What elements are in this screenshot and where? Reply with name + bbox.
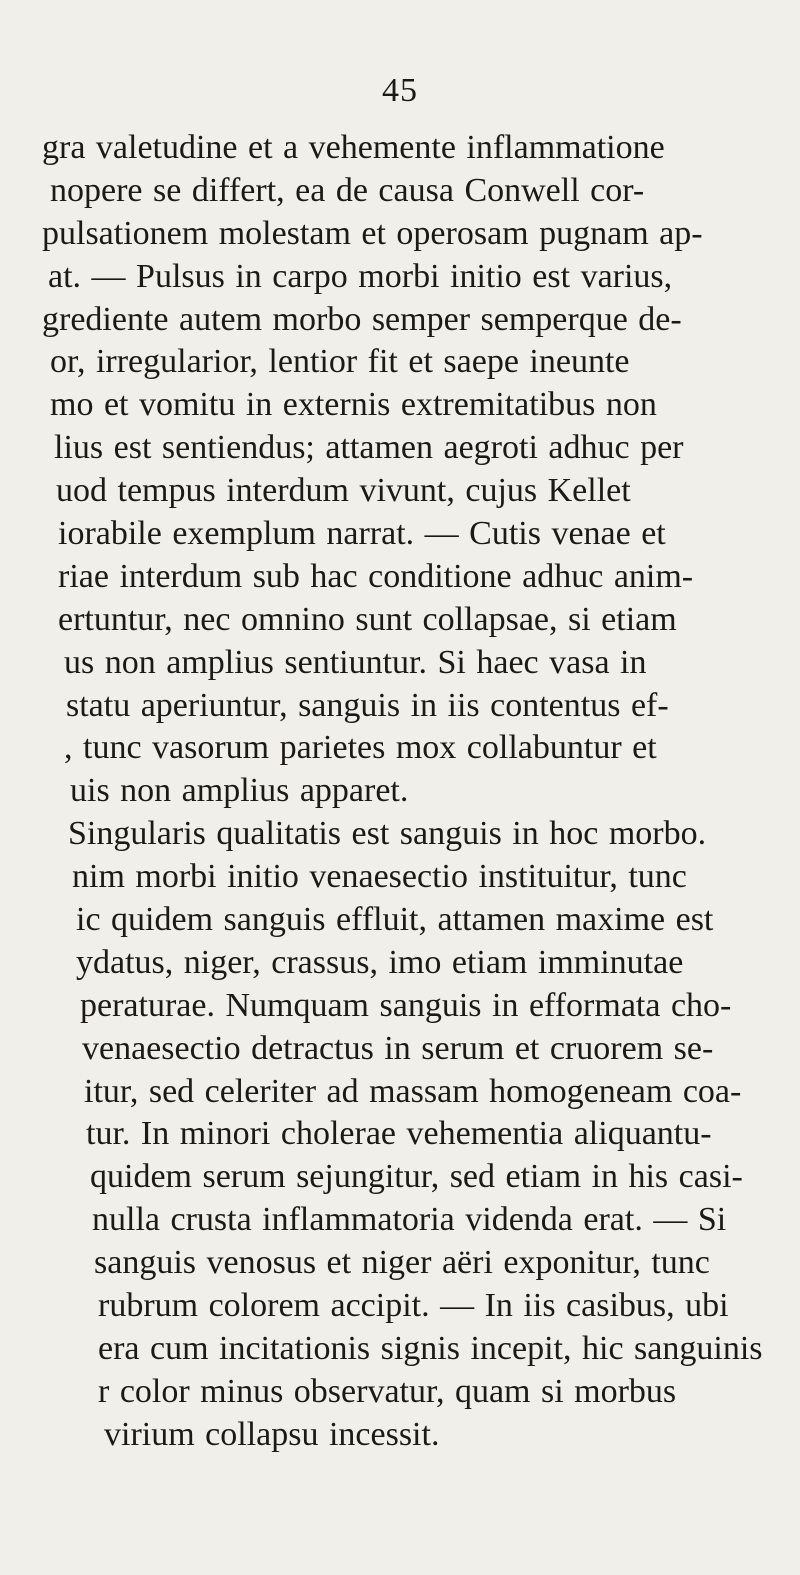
text-line: riae interdum sub hac conditione adhuc anim- [58, 557, 694, 595]
text-line: nim morbi initio venaesectio instituitur, tunc [72, 858, 687, 896]
text-line: gra valetudine et a vehemente inflammatione [42, 129, 665, 166]
text-line: virium collapsu incessit. [104, 1415, 440, 1453]
text-line: ertuntur, nec omnino sunt collapsae, si etiam [58, 600, 677, 638]
text-line: us non amplius sentiuntur. Si haec vasa in [64, 643, 647, 681]
text-line: , tunc vasorum parietes mox collabuntur et [64, 729, 657, 767]
text-line: itur, sed celeriter ad massam homogeneam coa- [84, 1072, 742, 1110]
body-text [42, 127, 800, 1457]
text-line: or, irregularior, lentior fit et saepe ineunte [50, 343, 630, 381]
text-line: iorabile exemplum narrat. — Cutis venae et [58, 515, 666, 553]
text-line: Singularis qualitatis est sanguis in hoc morbo. [68, 815, 707, 853]
text-line: statu aperiuntur, sanguis in iis contentus ef- [66, 686, 669, 724]
text-line: pulsationem molestam et operosam pugnam ap- [42, 214, 703, 252]
text-line: r color minus observatur, quam si morbus [98, 1372, 677, 1410]
text-line: uis non amplius apparet. [70, 772, 409, 810]
text-line: nulla crusta inflammatoria videnda erat. — Si [92, 1201, 727, 1239]
text-line: uod tempus interdum vivunt, cujus Kellet [56, 472, 631, 510]
text-line: venaesectio detractus in serum et cruorem se- [82, 1029, 714, 1067]
text-line: nopere se differt, ea de causa Conwell cor- [50, 171, 645, 209]
text-line: era cum incitationis signis incepit, hic sanguinis [98, 1329, 763, 1367]
page-number: 45 [382, 72, 418, 109]
text-line: ydatus, niger, crassus, imo etiam imminutae [76, 943, 684, 981]
text-line: ic quidem sanguis effluit, attamen maxime est [76, 901, 714, 939]
text-line: peraturae. Numquam sanguis in efformata cho- [80, 986, 732, 1024]
text-line: at. — Pulsus in carpo morbi initio est varius, [48, 257, 673, 295]
text-line: rubrum colorem accipit. — In iis casibus, ubi [98, 1287, 729, 1325]
text-line: mo et vomitu in externis extremitatibus non [50, 386, 657, 424]
text-line: tur. In minori cholerae vehementia aliquantu- [86, 1115, 712, 1153]
text-line: sanguis venosus et niger aëri exponitur, tunc [94, 1244, 710, 1282]
text-line: grediente autem morbo semper semperque de- [42, 300, 682, 338]
text-line: quidem serum sejungitur, sed etiam in his casi- [90, 1158, 743, 1196]
text-line: lius est sentiendus; attamen aegroti adhuc per [54, 429, 684, 467]
